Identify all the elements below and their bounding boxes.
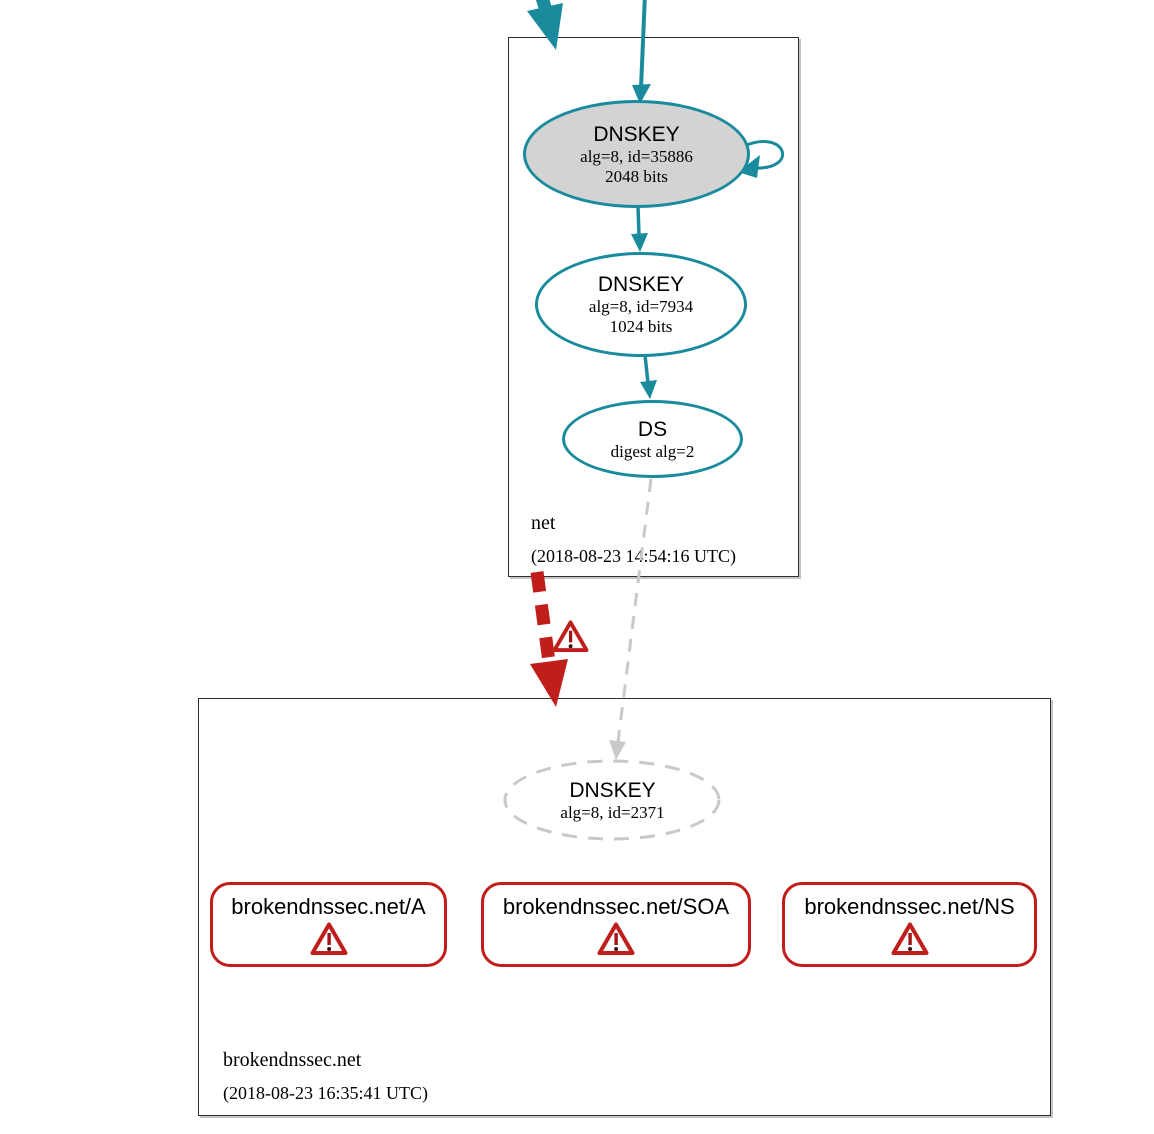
zone-timestamp-net: (2018-08-23 14:54:16 UTC) bbox=[531, 546, 736, 566]
rrset-soa[interactable] bbox=[481, 882, 751, 967]
node-detail2: 2048 bits bbox=[605, 166, 668, 186]
warning-icon[interactable] bbox=[891, 922, 929, 956]
warning-icon[interactable] bbox=[310, 922, 348, 956]
zone-name-net: net bbox=[531, 512, 556, 534]
rrset-a[interactable] bbox=[210, 882, 447, 967]
node-detail: digest alg=2 bbox=[610, 441, 695, 461]
rrset-ns[interactable] bbox=[782, 882, 1037, 967]
node-ds[interactable] bbox=[562, 400, 743, 478]
node-title: DS bbox=[637, 417, 668, 441]
rrset-label: brokendnssec.net/SOA bbox=[502, 894, 730, 919]
node-title: DNSKEY bbox=[597, 273, 685, 296]
zone-timestamp-brokendnssec: (2018-08-23 16:35:41 UTC) bbox=[223, 1083, 428, 1103]
node-detail: alg=8, id=7934 bbox=[588, 297, 694, 316]
edge-ksk-signs-zsk bbox=[631, 206, 648, 252]
node-dnskey-zsk[interactable] bbox=[535, 252, 747, 357]
edge-zsk-signs-ds bbox=[640, 355, 657, 399]
zone-name-brokendnssec: brokendnssec.net bbox=[223, 1049, 362, 1071]
edge-incoming-rrsig bbox=[632, 0, 651, 104]
node-detail: alg=8, id=2371 bbox=[560, 803, 665, 822]
warning-icon[interactable] bbox=[552, 620, 589, 653]
rrset-label: brokendnssec.net/NS bbox=[804, 894, 1015, 919]
node-detail2: 1024 bits bbox=[609, 317, 673, 336]
warning-icon[interactable] bbox=[597, 922, 635, 956]
edge-ds-to-dnskey-insecure bbox=[609, 479, 651, 760]
node-dnskey-broken[interactable] bbox=[505, 762, 720, 839]
node-title: DNSKEY bbox=[593, 122, 680, 146]
rrset-label: brokendnssec.net/A bbox=[231, 894, 426, 919]
node-detail: alg=8, id=35886 bbox=[580, 146, 693, 166]
node-dnskey-ksk[interactable] bbox=[523, 100, 750, 208]
edge-incoming-ds-chain bbox=[527, 0, 563, 50]
node-title: DNSKEY bbox=[569, 779, 656, 802]
